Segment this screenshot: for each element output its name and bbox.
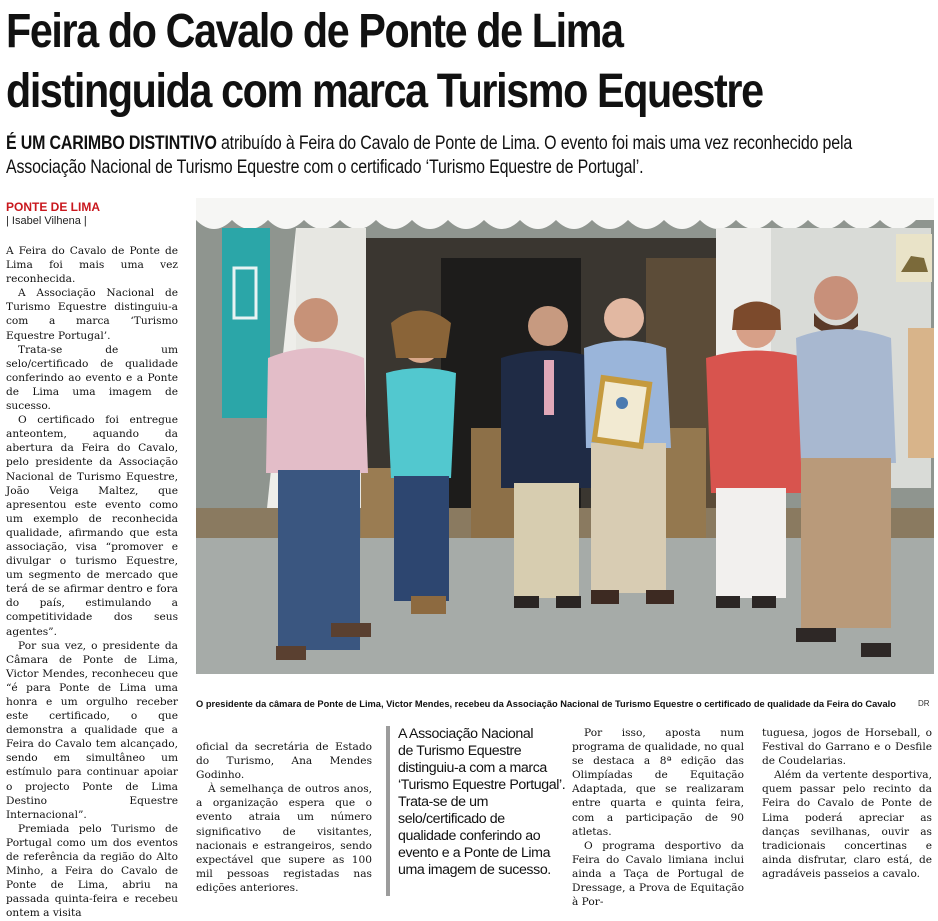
pull-quote-line: de Turismo Equestre [398,743,522,759]
byline: | Isabel Vilhena | [6,215,87,227]
lead-paragraph [6,132,880,180]
pull-quote-line: qualidade conferindo ao [398,828,541,844]
pull-quote-line: uma imagem de sucesso. [398,862,551,878]
paragraph: Premiada pelo Turismo de Portugal como um dos eventos de referência da região do Alto Minho, a Feira do Cavalo de Ponte de Lima, abriu na passada quinta-feira e recebeu ontem a visita [6,822,178,920]
paragraph: tuguesa, jogos de Horseball, o Festival do Garrano e o Desfile de Coudelarias. [762,727,932,768]
paragraph: Além da vertente desportiva, quem passar pelo recinto da Feira do Cavalo de Ponte de Lima poderá apreciar as danças sevilhanas, ouvir as tradicionais concertinas e ainda disfrutar, claro está, de agradáveis passeios a cavalo. [762,769,932,880]
headline [6,2,806,122]
pull-quote-line: A Associação Nacional [398,726,534,742]
pull-quote-line: Trata-se de um [398,794,489,810]
lead-text: atribuído à Feira do Cavalo de Ponte de Lima. O evento foi mais uma vez reconhecido pela Associação Nacional de Turismo Equestre com o certificado ‘Turismo Equestre de Portugal’. [6,133,853,178]
person-icon [386,311,456,615]
paragraph: A Feira do Cavalo de Ponte de Lima foi mais uma vez reconhecida. [6,245,178,286]
pull-quote [386,726,568,896]
paragraph: O programa desportivo da Feira do Cavalo limiana inclui ainda a Taça de Portugal de Dressage, a Prova de Equitação à Por- [572,839,744,909]
article-column-4 [762,726,932,881]
pull-quote-line: evento e a Ponte de Lima [398,845,551,861]
paragraph: oficial da secretária de Estado do Turismo, Ana Mendes Godinho. [196,741,372,782]
photo-caption: O presidente da câmara de Ponte de Lima, Victor Mendes, recebeu da Associação Nacional de Turismo Equestre o certificado de qualidade da Feira do Cavalo [196,699,896,709]
photo-credit: DR [918,699,930,708]
certificate-icon [592,375,653,450]
paragraph: À semelhança de outros anos, a organização espera que o evento atraia um número significativo de visitantes, nacionais e estrangeiros, sendo expectável que supere as 100 mil pessoas registadas nas edições anteriores. [196,783,372,894]
pull-quote-line: distinguiu-a com a marca [398,760,547,776]
event-photo [196,198,934,674]
location-label: PONTE DE LIMA [6,200,101,214]
headline-line-1: Feira do Cavalo de Ponte de Lima [6,5,623,58]
pull-quote-line: selo/certificado de [398,811,505,827]
paragraph: O certificado foi entregue anteontem, aquando da abertura da Feira do Cavalo, pelo presidente da Associação Nacional de Turismo Equestre, João Veiga Maltez, que apresentou este evento como um exemplo de reconhecida qualidade, afirmando que esta associação, visa “promover e divulgar o turismo Equestre, um segmento de mercado que terá de se afirmar dentro e fora do país, estimulando a competitividade dos seus agentes”. [6,414,178,638]
article-column-1 [6,244,178,921]
article-column-2 [196,740,372,895]
paragraph: Por sua vez, o presidente da Câmara de Ponte de Lima, Victor Mendes, reconheceu que “é para Ponte de Lima uma honra e um orgulho receber este certificado, o que demonstra a qualidade que a Feira do Cavalo tem alcançado, sendo em simultâneo um estímulo para continuar apoiar o projecto Ponte de Lima Destino Equestre Internacional”. [6,639,178,821]
paragraph: A Associação Nacional de Turismo Equestre distinguiu-a com a marca ‘Turismo Equestre Portugal’. [6,287,178,342]
photo-illustration [196,198,934,674]
pull-quote-line: ‘Turismo Equestre Portugal’. [398,777,566,793]
lead-strong: É UM CARIMBO DISTINTIVO [6,133,217,154]
headline-line-2: distinguida com marca Turismo Equestre [6,65,763,118]
paragraph: Por isso, aposta num programa de qualidade, no qual se destaca a 8ª edição das Olimpíadas de Equitação Adaptada, que se realizaram entre quarta e quinta feira, com a participação de 90 atletas. [572,727,744,838]
article-column-3 [572,726,744,909]
paragraph: Trata-se de um selo/certificado de qualidade conferindo ao evento e a Ponte de Lima uma imagem de sucesso. [6,343,178,413]
